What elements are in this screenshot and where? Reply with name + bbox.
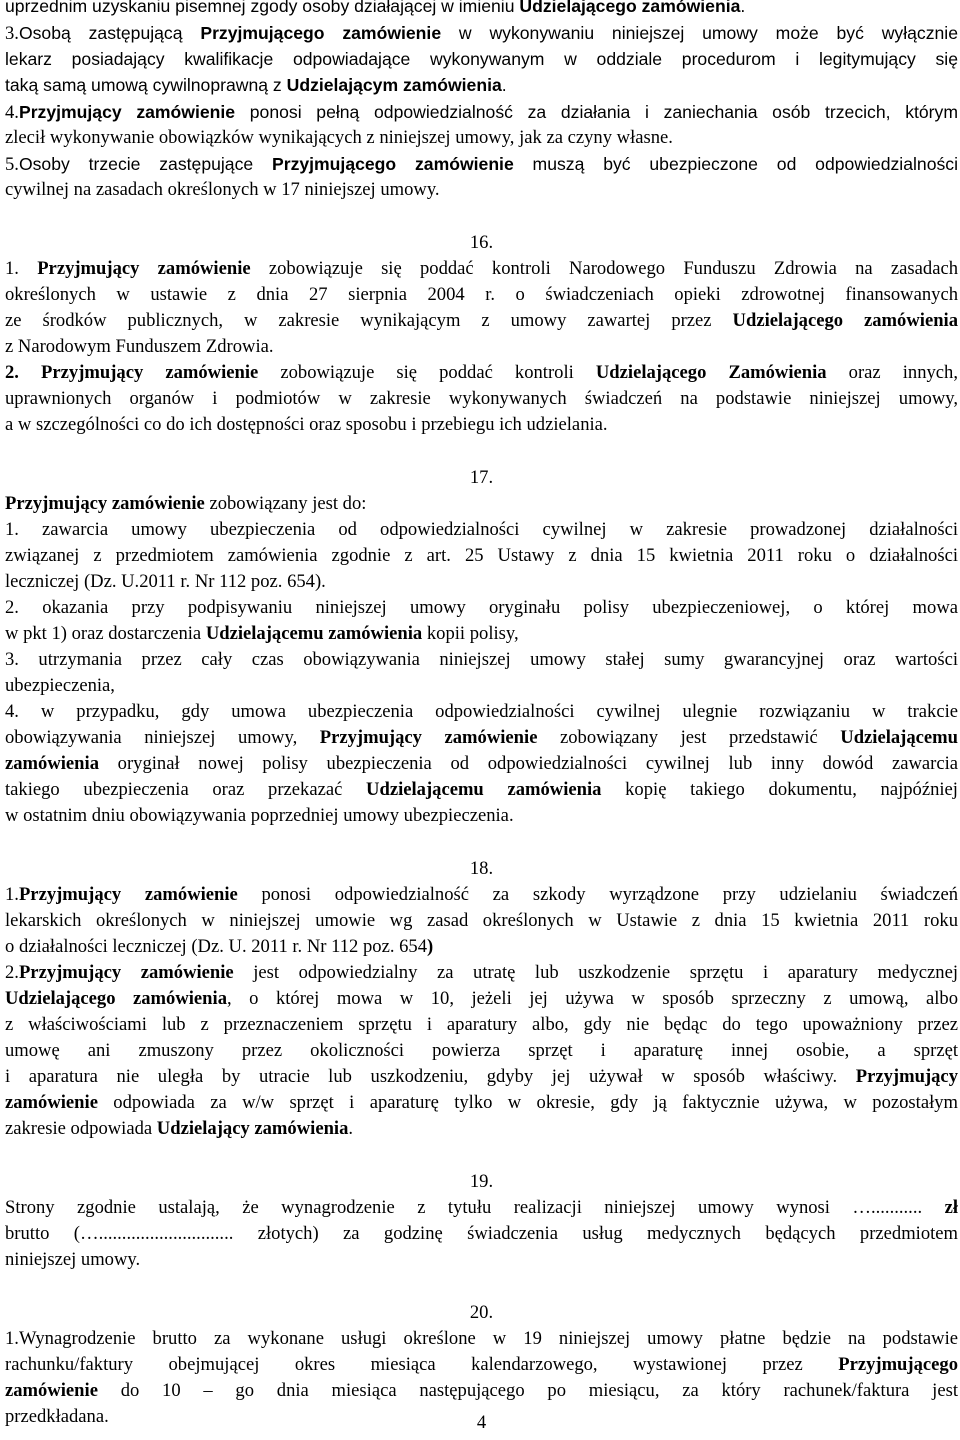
text-line: ze środków publicznych, w zakresie wynikającym z umowy zawartej przez Udzielającego zamówienia [5,310,958,331]
text-line: obowiązywania niniejszej umowy, Przyjmujący zamówienie zobowiązany jest przedstawić Udzielającemu [5,727,958,748]
text-line: związanej z przedmiotem zamówienia zgodnie z art. 25 Ustawy z dnia 15 kwietnia 2011 roku o działalności [5,545,958,566]
text-line: zamówienie odpowiada za w/w sprzęt i aparaturę tylko w okresie, gdy ją faktycznie używa, w pozostałym [5,1092,958,1113]
text-line: w ostatnim dniu obowiązywania poprzedniej umowy ubezpieczenia. [5,805,514,826]
text-line: taką samą umową cywilnoprawną z Udzielającym zamówienia. [5,75,507,95]
text-line: zamówienie do 10 – go dnia miesiąca następującego po miesiącu, za który rachunek/faktura jest [5,1380,958,1401]
page-number: 4 [476,1412,487,1433]
text-line: 3. utrzymania przez cały czas obowiązywania niniejszej umowy stałej sumy gwarancyjnej oraz wartości [5,649,958,670]
text-line: uprzednim uzyskaniu pisemnej zgody osoby działającej w imieniu Udzielającego zamówienia. [5,0,746,16]
document-page [5,0,958,1440]
text-line: 4.Przyjmujący zamówienie ponosi pełną odpowiedzialność za działania i zaniechania osób trzecich, którym [5,102,958,123]
text-line: określonych w ustawie z dnia 27 sierpnia 2004 r. o świadczeniach opieki zdrowotnej finansowanych [5,284,958,305]
text-line: 2. okazania przy podpisywaniu niniejszej umowy oryginału polisy ubezpieczeniowej, o której mowa [5,597,958,618]
text-line: rachunku/faktury obejmującej okres miesiąca kalendarzowego, wystawionej przez Przyjmującego [5,1354,958,1375]
text-line: umowę ani zmuszony przez okoliczności powierza sprzęt i aparaturę innej osobie, a sprzęt [5,1040,958,1061]
text-line: 2.Przyjmujący zamówienie jest odpowiedzialny za utratę lub uszkodzenie sprzętu i aparatury medycznej [5,962,958,983]
text-line: o działalności leczniczej (Dz. U. 2011 r. Nr 112 poz. 654) [5,936,434,957]
text-line: 2. Przyjmujący zamówienie zobowiązuje się poddać kontroli Udzielającego Zamówienia oraz innych, [5,362,958,383]
text-line: 1.Wynagrodzenie brutto za wykonane usługi określone w 19 niniejszej umowy płatne będzie na podstawie [5,1328,958,1349]
text-line: Udzielającego zamówienia, o której mowa w 10, jeżeli jej używa w sposób sprzeczny z umową, albo [5,988,958,1009]
text-line: leczniczej (Dz. U.2011 r. Nr 112 poz. 654). [5,571,326,592]
text-line: w pkt 1) oraz dostarczenia Udzielającemu zamówienia kopii polisy, [5,623,519,644]
text-line: a w szczególności co do ich dostępności oraz sposobu i przebiegu ich udzielania. [5,414,608,435]
text-line: 5.Osoby trzecie zastępujące Przyjmującego zamówienie muszą być ubezpieczone od odpowiedzialności [5,154,958,175]
text-line: z właściwościami lub z przeznaczeniem sprzętu i aparatury albo, gdy nie będąc do tego upoważniony przez [5,1014,958,1035]
text-line: 4. w przypadku, gdy umowa ubezpieczenia odpowiedzialności cywilnej ulegnie rozwiązaniu w trakcie [5,701,958,722]
section-heading-16: 16. [469,232,494,253]
text-line: przedkładana. [5,1406,109,1427]
text-line: brutto (…............................. złotych) za godzinę świadczenia usług medycznych będących przedmiotem [5,1223,958,1244]
text-line: uprawnionych organów i podmiotów w zakresie wykonywanych świadczeń na podstawie niniejszej umowy, [5,388,958,409]
text-line: Strony zgodnie ustalają, że wynagrodzenie z tytułu realizacji niniejszej umowy wynosi …........... zł [5,1197,958,1218]
text-line: z Narodowym Funduszem Zdrowia. [5,336,274,357]
text-line: zlecił wykonywanie obowiązków wynikających z niniejszej umowy, jak za czyny własne. [5,127,673,148]
text-line: Przyjmujący zamówienie zobowiązany jest do: [5,493,367,514]
section-heading-20: 20. [469,1302,494,1323]
text-line: zamówienia oryginał nowej polisy ubezpieczenia od odpowiedzialności cywilnej lub inny dowód zawarcia [5,753,958,774]
text-line: takiego ubezpieczenia oraz przekazać Udzielającemu zamówienia kopię takiego dokumentu, najpóźniej [5,779,958,800]
text-line: lekarz posiadający kwalifikacje odpowiadające wykonywanym w oddziale procedurom i legitymujący się [5,49,958,69]
text-line: 1. zawarcia umowy ubezpieczenia od odpowiedzialności cywilnej w zakresie prowadzonej działalności [5,519,958,540]
text-line: ubezpieczenia, [5,675,115,696]
text-line: 1. Przyjmujący zamówienie zobowiązuje się poddać kontroli Narodowego Funduszu Zdrowia na zasadach [5,258,958,279]
text-line: 1.Przyjmujący zamówienie ponosi odpowiedzialność za szkody wyrządzone przy udzielaniu świadczeń [5,884,958,905]
text-line: lekarskich określonych w niniejszej umowie wg zasad określonych w Ustawie z dnia 15 kwietnia 2011 roku [5,910,958,931]
section-heading-19: 19. [469,1171,494,1192]
text-line: niniejszej umowy. [5,1249,141,1270]
text-line: 3.Osobą zastępującą Przyjmującego zamówienie w wykonywaniu niniejszej umowy może być wyłącznie [5,23,958,44]
text-line: cywilnej na zasadach określonych w 17 niniejszej umowy. [5,179,440,200]
section-heading-18: 18. [469,858,494,879]
section-heading-17: 17. [469,467,494,488]
text-line: zakresie odpowiada Udzielający zamówienia. [5,1118,354,1139]
text-line: i aparatura nie uległa by utracie lub uszkodzeniu, gdyby jej używał w sposób właściwy. Przyjmujący [5,1066,958,1087]
